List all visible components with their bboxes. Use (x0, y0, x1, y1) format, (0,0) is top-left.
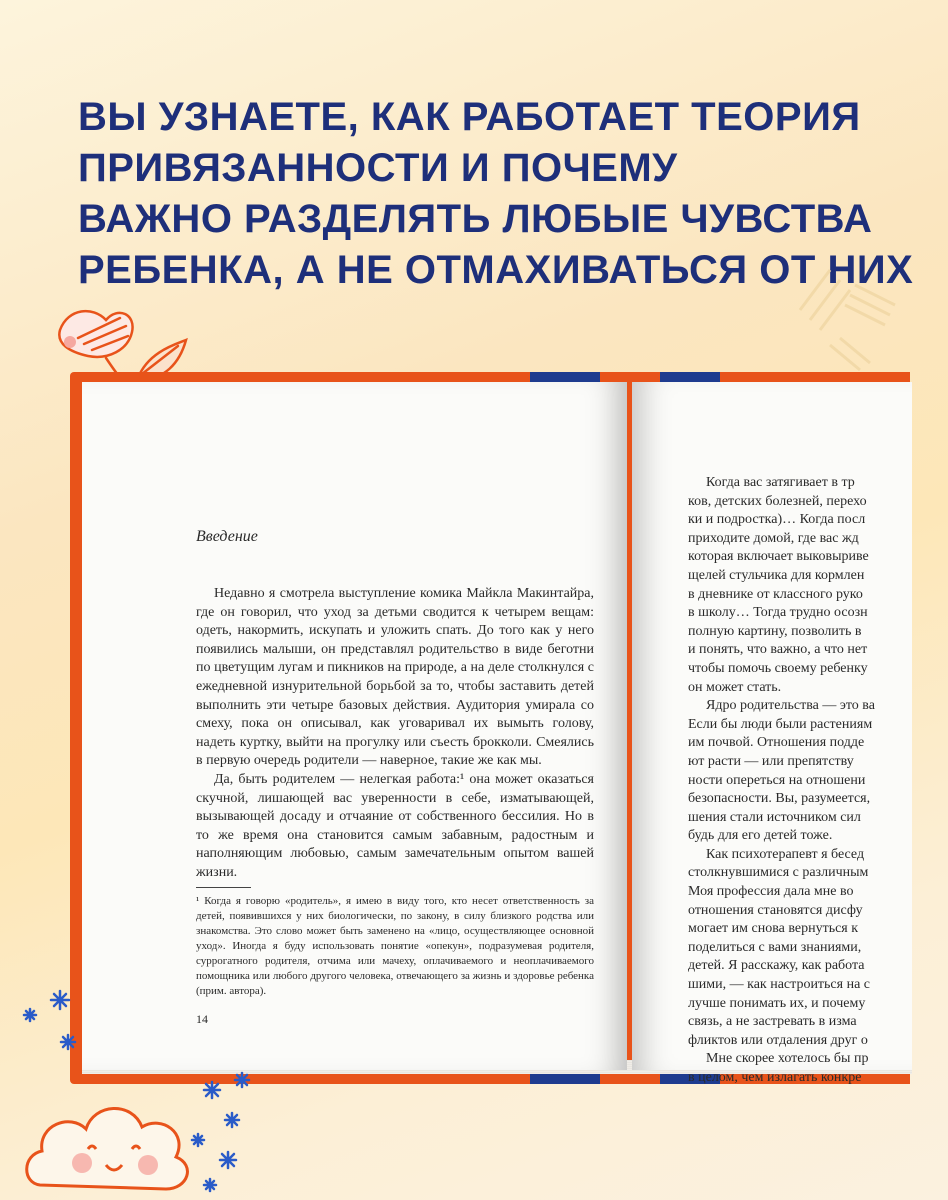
right-page-line: безопасности. Вы, разумеется, (688, 791, 871, 807)
right-page-body (688, 474, 948, 1088)
right-page-line: приходите домой, где вас жд (688, 530, 859, 546)
footnote: ¹ Когда я говорю «родитель», я имею в виду того, кто несет ответственность за детей, появившихся у них биологически, по закону, в силу близкого родства или знакомства. Это слово может быть заменено на «лицо, осуществляющее основной уход». Иногда я буду использовать понятие «опекун», подразумевая родителя, суррогатного родителя, отчима или мачеху, оплачиваемого и неоплачиваемого помощника или любого другого человека, отвечающего за жизнь и здоровье ребенка (прим. автора). (196, 895, 594, 997)
right-page-line: ки и подростка)… Когда посл (688, 512, 866, 528)
right-page-line: столкнувшимися с различным (688, 865, 869, 881)
right-page-line: шения стали источником сил (688, 809, 861, 825)
right-page-line: могает им снова вернуться к (688, 921, 859, 937)
right-page-line: в школу… Тогда трудно осозн (688, 605, 868, 621)
right-page-line: и понять, что важно, а что нет (688, 642, 868, 658)
paragraph: Недавно я смотрела выступление комика Майкла Макинтайра, где он говорил, что уход за детьми сводится к четырем вещам: одеть, накормить, искупать и уложить спать. До того как у него появились малыши, он представлял родительство в виде беготни по цветущим лугам и пикников на природе, а на деле столкнулся с ежедневной изнурительной борьбой за то, чтобы заставить детей выполнить эти четыре базовых действия. Аудитория умирала со смеху, пока он описывал, как уговаривал их вымыть голову, надеть куртку, выйти на прогулку или съесть брокколи. Смеялись в первую очередь родители — наверное, такие же как мы. (196, 586, 594, 769)
right-page-line: которая включает выковыриве (688, 549, 869, 565)
right-page-line: полную картину, позволить в (688, 623, 862, 639)
right-page-line: Когда вас затягивает в тр (706, 475, 855, 490)
right-page-line: ют расти — или препятству (688, 753, 854, 769)
right-page-line: детей. Я расскажу, как работа (688, 958, 865, 974)
right-page-line: отношения становятся дисфу (688, 902, 863, 918)
right-page-line: он может стать. (688, 679, 782, 695)
right-page-line: чтобы помочь своему ребенку (688, 660, 868, 676)
right-page-line: ков, детских болезней, перехо (688, 493, 867, 509)
right-page-line: поделиться с вами знаниями, (688, 939, 862, 955)
page-number: 14 (196, 1012, 208, 1026)
right-page-line: ности опереться на отношени (688, 772, 866, 788)
right-page-line: Если бы люди были растениям (688, 716, 873, 732)
right-page-line: в целом, чем излагать конкре (688, 1070, 862, 1085)
right-page-line: лучше понимать их, и почему (688, 995, 866, 1011)
right-page-line: связь, а не застревать в изма (688, 1014, 857, 1030)
right-page-line: шими, — как настроиться на с (688, 977, 871, 993)
chapter-title: Введение (196, 528, 258, 545)
paragraph: Да, быть родителем — нелегкая работа:¹ она может оказаться скучной, лишающей вас уверенности в себе, изматывающей, вызывающей досаду и отчаяние от собственного бессилия. Но в то же время она становится самым забавным, радостным и наполняющим любовью, самым замечательным опытом вашей жизни. (196, 771, 594, 880)
right-page-clip (632, 382, 900, 1085)
right-page-line: фликтов или отдаления друг о (688, 1032, 868, 1048)
right-page-line: им почвой. Отношения подде (688, 735, 865, 751)
footnote-rule (196, 887, 251, 888)
right-page-line: в дневнике от классного руко (688, 586, 863, 602)
right-page-line: Ядро родительства — это ва (706, 698, 875, 714)
headline-line: ВЫ УЗНАЕТЕ, КАК РАБОТАЕТ ТЕОРИЯ (78, 95, 861, 139)
headline-line: РЕБЕНКА, А НЕ ОТМАХИВАТЬСЯ ОТ НИХ (78, 248, 914, 292)
left-page-body (196, 585, 594, 883)
headline-line: ПРИВЯЗАННОСТИ И ПОЧЕМУ (78, 146, 678, 190)
right-page-line: Как психотерапевт я бесед (706, 846, 865, 862)
right-page-line: щелей стульчика для кормлен (688, 567, 865, 583)
right-page-line: будь для его детей тоже. (688, 828, 833, 844)
right-page-line: Мне скорее хотелось бы пр (706, 1051, 869, 1067)
right-page-line: Моя профессия дала мне во (688, 884, 854, 900)
headline-line: ВАЖНО РАЗДЕЛЯТЬ ЛЮБЫЕ ЧУВСТВА (78, 197, 873, 241)
asterisk-star-icon (0, 980, 260, 1200)
